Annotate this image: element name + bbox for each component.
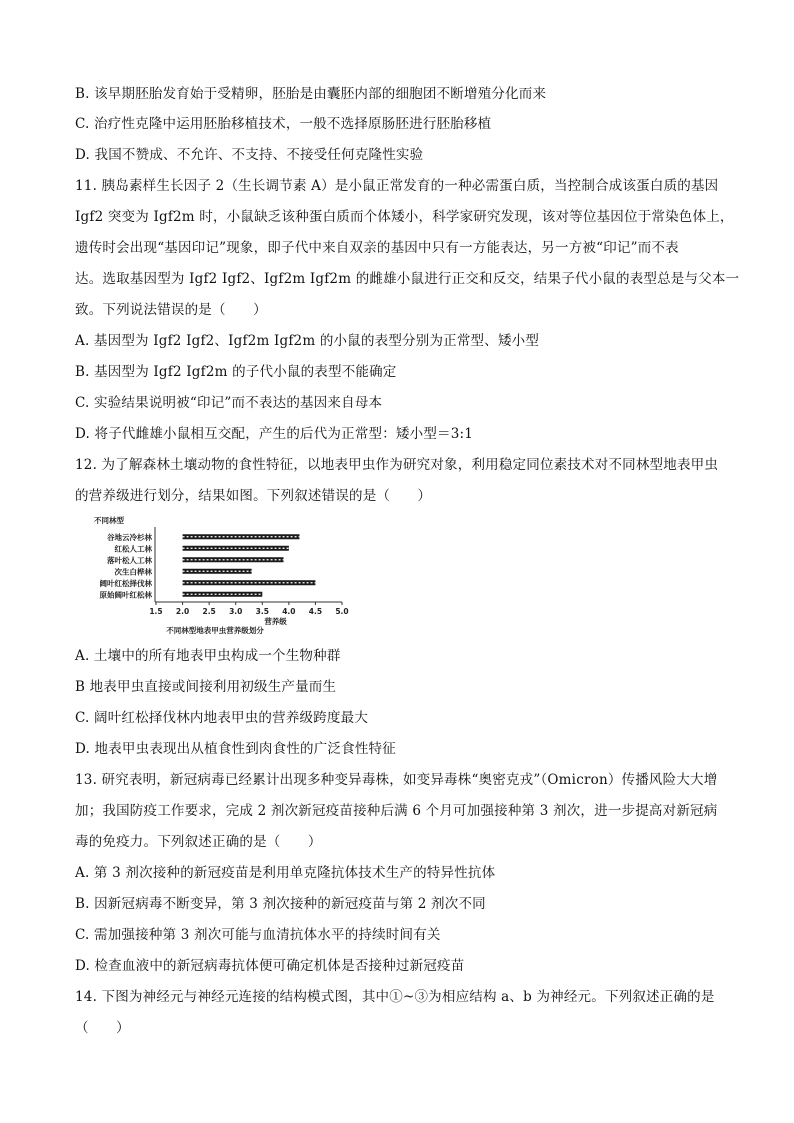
- text-line: B. 该早期胚胎发育始于受精卵，胚胎是由囊胚内部的细胞团不断增殖分化而来: [75, 86, 547, 102]
- text-line: B. 因新冠病毒不断变异，第 3 剂次接种的新冠疫苗与第 2 剂次不同: [75, 896, 486, 912]
- text-line: B 地表甲虫直接或间接利用初级生产量而生: [75, 679, 337, 695]
- x-tick-label: 3.5: [255, 607, 269, 616]
- x-tick-label: 2.5: [202, 607, 216, 616]
- text-line: Igf2 突变为 Igf2m 时，小鼠缺乏该种蛋白质而个体矮小，科学家研究发现，该对等位基因位于常染色体上，: [75, 209, 734, 225]
- text-line: A. 基因型为 Igf2 Igf2、Igf2m Igf2m 的小鼠的表型分别为正常型、矮小型: [75, 333, 540, 349]
- text-line: 遗传时会出现“基因印记”现象，即子代中来自双亲的基因中只有一方能表达，另一方被“印记”而不表: [75, 240, 679, 256]
- x-tick-label: 4.5: [308, 607, 323, 616]
- text-line: C. 治疗性克隆中运用胚胎移植技术，一般不选择原肠胚进行胚胎移植: [75, 116, 492, 132]
- text-line: D. 我国不赞成、不允许、不支持、不接受任何克隆性实验: [75, 147, 424, 163]
- text-line: B. 基因型为 Igf2 Igf2m 的子代小鼠的表型不能确定: [75, 364, 397, 380]
- text-line: 毒的免疫力。下列叙述正确的是（ ）: [75, 834, 322, 850]
- text-line: 加；我国防疫工作要求，完成 2 剂次新冠疫苗接种后满 6 个月可加强接种第 3 剂次，进一步提高对新冠病: [75, 803, 718, 819]
- text-line: 达。选取基因型为 Igf2 Igf2、Igf2m Igf2m 的雌雄小鼠进行正交和反交，结果子代小鼠的表型总是与父本一: [75, 271, 740, 287]
- text-line: 的营养级进行划分，结果如图。下列叙述错误的是（ ）: [75, 488, 432, 504]
- text-line: （ ）: [75, 1020, 130, 1036]
- x-tick-label: 3.0: [229, 607, 243, 616]
- x-tick-label: 2.0: [175, 607, 190, 616]
- category-label: 红松人工林: [114, 544, 152, 554]
- category-label: 次生白桦林: [114, 567, 152, 577]
- text-line: 13. 研究表明，新冠病毒已经累计出现多种变异毒株，如变异毒株“奥密克戎”（Omicron）传播风险大大增: [75, 772, 718, 788]
- text-line: 致。下列说法错误的是（ ）: [75, 302, 267, 318]
- x-axis-label: 营养级: [264, 617, 287, 626]
- text-line: D. 检查血液中的新冠病毒抗体便可确定机体是否接种过新冠疫苗: [75, 958, 465, 974]
- trophic-level-chart: [70, 514, 360, 636]
- text-line: C. 阔叶红松择伐林内地表甲虫的营养级跨度最大: [75, 710, 369, 726]
- x-tick-label: 5.0: [335, 607, 349, 616]
- text-line: C. 实验结果说明被“印记”而不表达的基因来自母本: [75, 395, 383, 411]
- text-line: C. 需加强接种第 3 剂次可能与血清抗体水平的持续时间有关: [75, 927, 441, 943]
- x-tick-label: 1.5: [149, 607, 163, 616]
- category-label: 谷地云冷杉林: [107, 532, 152, 542]
- legend-title: 不同林型: [94, 516, 124, 525]
- chart-svg: [70, 514, 360, 636]
- x-tick-label: 4.0: [282, 607, 296, 616]
- category-label: 落叶松人工林: [107, 555, 152, 565]
- text-line: 12. 为了解森林土壤动物的食性特征，以地表甲虫作为研究对象，利用稳定同位素技术对不同林型地表甲虫: [75, 457, 719, 473]
- category-label: 原始阔叶红松林: [99, 590, 152, 600]
- text-line: A. 土壤中的所有地表甲虫构成一个生物种群: [75, 648, 341, 664]
- text-line: D. 将子代雌雄小鼠相互交配，产生的后代为正常型：矮小型＝3:1: [75, 426, 474, 442]
- category-label: 阔叶红松择伐林: [99, 578, 152, 588]
- chart-caption: 不同林型地表甲虫营养级划分: [166, 626, 264, 635]
- text-line: D. 地表甲虫表现出从植食性到肉食性的广泛食性特征: [75, 741, 396, 757]
- text-line: 14. 下图为神经元与神经元连接的结构模式图，其中①~③为相应结构 a、b 为神经元。下列叙述正确的是: [75, 989, 715, 1005]
- text-line: 11. 胰岛素样生长因子 2（生长调节素 A）是小鼠正常发育的一种必需蛋白质，当控制合成该蛋白质的基因: [75, 178, 719, 194]
- range-bar: [183, 569, 252, 574]
- range-bar: [183, 592, 263, 597]
- text-line: A. 第 3 剂次接种的新冠疫苗是利用单克隆抗体技术生产的特异性抗体: [75, 865, 496, 881]
